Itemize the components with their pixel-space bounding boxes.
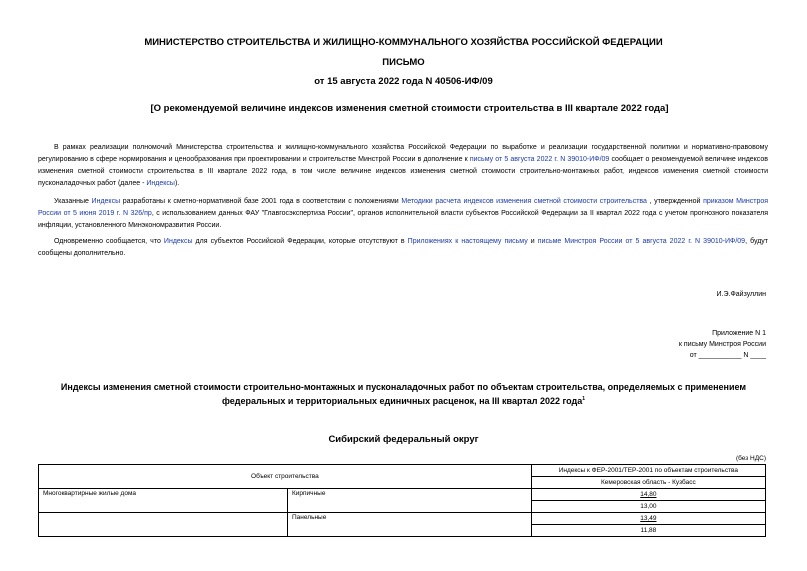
doc-date-number: от 15 августа 2022 года N 40506-ИФ/09 bbox=[314, 76, 493, 87]
row-value-bottom: 11,88 bbox=[531, 525, 765, 537]
doc-type: ПИСЬМО bbox=[382, 57, 425, 68]
link-letter-39010[interactable]: письме Минстроя России от 5 августа 2022 г. N 39010-ИФ/09 bbox=[537, 238, 746, 245]
link-methodology[interactable]: Методики расчета индексов изменения сметной стоимости строительства bbox=[401, 198, 647, 205]
paragraph-1: В рамках реализации полномочий Министерства строительства и жилищно-коммунального хозяйства Российской Федерации по выработке и реализации государственной политики и нормативно-правовому регулированию в сфере нормирования и ценообразования при проектировании и строительстве Минстрой России в дополнение к письму от 5 августа 2022 г. N 39010-ИФ/09 сообщает о рекомендуемой величине индексов изменения сметной стоимости строительства в III квартале 2022 года, в том числе величине индексов изменения сметной стоимости строительно-монтажных работ, индексов изменения сметной стоимости пусконаладочных работ (далее - Индексы). bbox=[38, 144, 768, 187]
row-object: Многоквартирные жилые дома bbox=[39, 489, 288, 513]
region-title: Сибирский федеральный округ bbox=[328, 434, 479, 445]
section-title: Индексы изменения сметной стоимости строительно-монтажных и пусконаладочных работ по объектам строительства, определяемых с применением федеральных и территориальных единичных расценок, на III квартал 2022 года$^1$ bbox=[60, 382, 747, 406]
doc-subject: [О рекомендуемой величине индексов изменения сметной стоимости строительства в III квартале 2022 года] bbox=[150, 103, 669, 114]
paragraph-3: Одновременно сообщается, что Индексы для субъектов Российской Федерации, которые отсутствуют в Приложениях к настоящему письму и письме Минстроя России от 5 августа 2022 г. N 39010-ИФ/09, будут сообщены дополнительно. bbox=[38, 238, 768, 257]
footnote-marker[interactable]: 1 bbox=[582, 396, 585, 402]
row-type: Кирпичные bbox=[288, 489, 532, 513]
appendix-number: Приложение N 1 bbox=[712, 330, 766, 337]
appendix-date: от ___________ N ____ bbox=[689, 352, 766, 359]
link-letter-39010[interactable]: письму от 5 августа 2022 г. N 39010-ИФ/09 bbox=[469, 156, 610, 163]
signature: И.Э.Файзуллин bbox=[716, 291, 766, 298]
table-row bbox=[39, 489, 766, 501]
table-row bbox=[39, 513, 766, 525]
index-table bbox=[38, 464, 766, 537]
link-order-326[interactable]: приказом Минстроя России от 5 июня 2019 г. N 326/пр bbox=[38, 198, 769, 217]
col-header-indexes: Индексы к ФЕР-2001/ТЕР-2001 по объектам строительства bbox=[531, 465, 765, 477]
table-header-row bbox=[39, 465, 766, 477]
link-indexes[interactable]: Индексы bbox=[91, 198, 121, 205]
row-object bbox=[39, 513, 288, 537]
row-value-top: 13,49 bbox=[531, 513, 765, 525]
row-value-top: 14,80 bbox=[531, 489, 765, 501]
row-type: Панельные bbox=[288, 513, 532, 537]
appendix-block bbox=[679, 328, 766, 361]
row-value-bottom: 13,00 bbox=[531, 501, 765, 513]
link-indexes[interactable]: Индексы bbox=[146, 180, 175, 187]
link-appendices[interactable]: Приложениях к настоящему письму bbox=[407, 238, 528, 245]
appendix-ref: к письму Минстроя России bbox=[678, 341, 766, 348]
vat-note: (без НДС) bbox=[735, 455, 766, 462]
col-header-object: Объект строительства bbox=[39, 465, 532, 489]
paragraph-2: Указанные Индексы разработаны к сметно-нормативной базе 2001 года в соответствии с положениями Методики расчета индексов изменения сметной стоимости строительства , утвержденной приказом Минстроя России от 5 июня 2019 г. N 326/пр, с использованием данных ФАУ "Главгосэкспертиза России", органов исполнительной власти субъектов Российской Федерации за II квартал 2022 года с учетом прогнозного показателя инфляции, установленного Минэкономразвития России. bbox=[38, 198, 769, 229]
ministry-title: МИНИСТЕРСТВО СТРОИТЕЛЬСТВА И ЖИЛИЩНО-КОММУНАЛЬНОГО ХОЗЯЙСТВА РОССИЙСКОЙ ФЕДЕРАЦИИ bbox=[144, 37, 663, 48]
link-indexes[interactable]: Индексы bbox=[163, 238, 193, 245]
region-subheader: Кемеровская область - Кузбасс bbox=[531, 477, 765, 489]
